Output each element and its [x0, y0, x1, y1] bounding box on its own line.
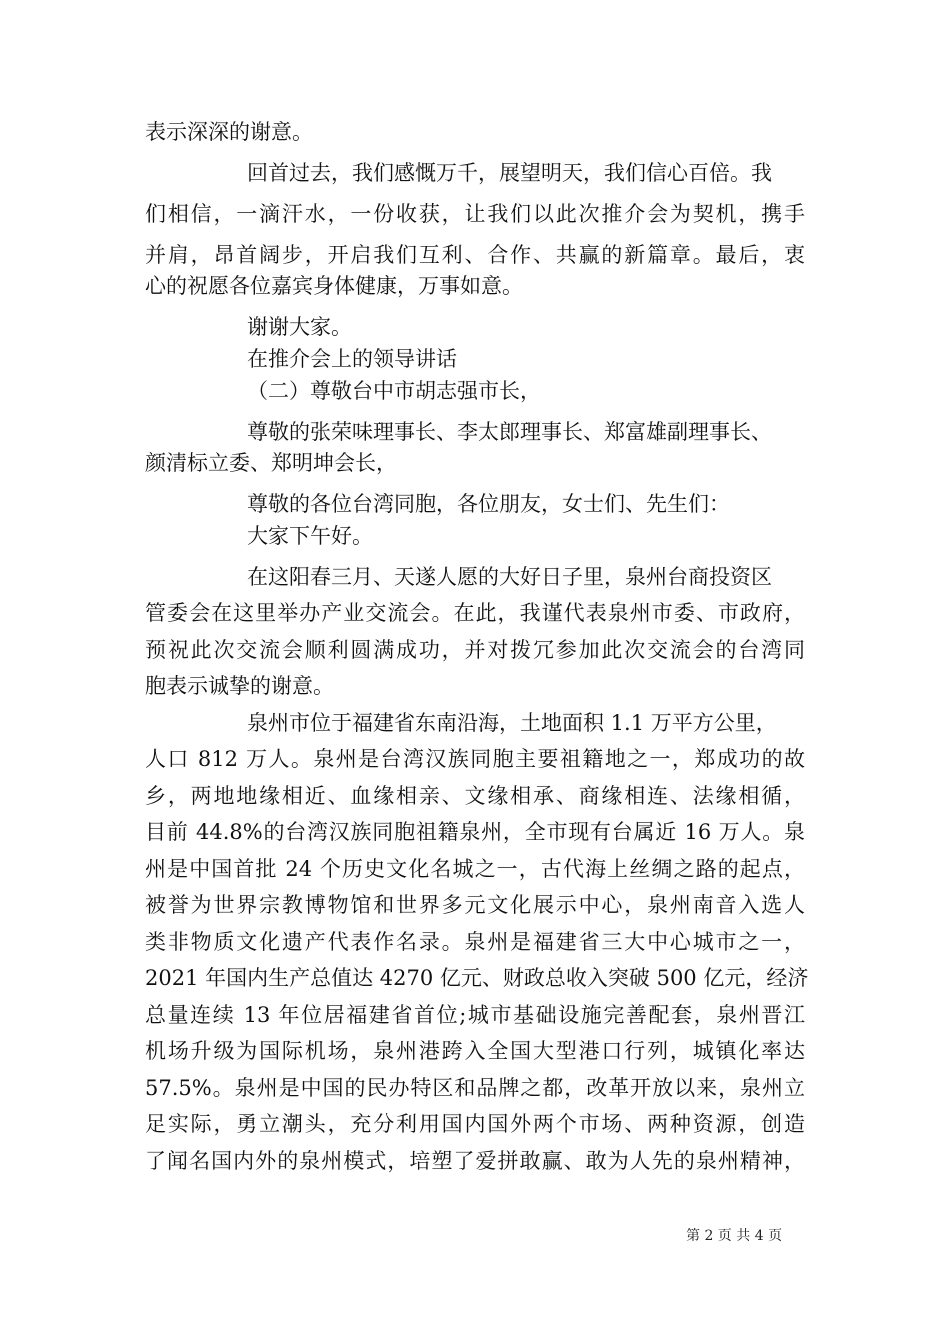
text-line: 管委会在这里举办产业交流会。在此，我谨代表泉州市委、市政府， — [145, 601, 805, 625]
text-line: 预祝此次交流会顺利圆满成功，并对拨冗参加此次交流会的台湾同 — [145, 638, 805, 662]
text-line: 尊敬的各位台湾同胞，各位朋友，女士们、先生们： — [247, 492, 730, 516]
text-line: 胞表示诚挚的谢意。 — [145, 674, 334, 698]
text-line: 足实际，勇立潮头，充分利用国内国外两个市场、两种资源，创造 — [145, 1112, 805, 1136]
text-line: 尊敬的张荣味理事长、李太郎理事长、郑富雄副理事长、 — [247, 420, 772, 444]
text-line: （二）尊敬台中市胡志强市长， — [247, 379, 541, 403]
text-line: 2021 年国内生产总值达 4270 亿元、财政总收入突破 500 亿元，经济 — [145, 966, 809, 990]
text-line: 人口 812 万人。泉州是台湾汉族同胞主要祖籍地之一，郑成功的故 — [145, 747, 805, 771]
text-line: 了闻名国内外的泉州模式，培塑了爱拼敢赢、敢为人先的泉州精神， — [145, 1149, 805, 1173]
text-line: 州是中国首批 24 个历史文化名城之一，古代海上丝绸之路的起点， — [145, 857, 805, 881]
text-line: 泉州市位于福建省东南沿海，土地面积 1.1 万平方公里， — [247, 711, 777, 735]
text-line: 在推介会上的领导讲话 — [247, 347, 457, 371]
text-line: 在这阳春三月、天遂人愿的大好日子里，泉州台商投资区 — [247, 565, 772, 589]
text-line: 表示深深的谢意。 — [145, 120, 313, 144]
text-line: 机场升级为国际机场，泉州港跨入全国大型港口行列，城镇化率达 — [145, 1039, 805, 1063]
text-line: 57.5%。泉州是中国的民办特区和品牌之都，改革开放以来，泉州立 — [145, 1076, 805, 1100]
text-line: 并肩，昂首阔步，开启我们互利、合作、共赢的新篇章。最后，衷 — [145, 243, 805, 267]
text-line: 乡，两地地缘相近、血缘相亲、文缘相承、商缘相连、法缘相循， — [145, 784, 805, 808]
text-line: 被誉为世界宗教博物馆和世界多元文化展示中心，泉州南音入选人 — [145, 893, 805, 917]
text-line: 谢谢大家。 — [247, 315, 352, 339]
text-line: 类非物质文化遗产代表作名录。泉州是福建省三大中心城市之一， — [145, 930, 805, 954]
text-line: 心的祝愿各位嘉宾身体健康，万事如意。 — [145, 274, 523, 298]
text-line: 目前 44.8%的台湾汉族同胞祖籍泉州，全市现有台属近 16 万人。泉 — [145, 820, 805, 844]
text-line: 总量连续 13 年位居福建省首位;城市基础设施完善配套，泉州晋江 — [145, 1003, 805, 1027]
text-line: 回首过去，我们感慨万千，展望明天，我们信心百倍。我 — [247, 161, 772, 185]
text-line: 们相信，一滴汗水，一份收获，让我们以此次推介会为契机，携手 — [145, 202, 805, 226]
page-number-footer: 第 2 页 共 4 页 — [686, 1228, 783, 1244]
text-line: 大家下午好。 — [247, 524, 373, 548]
text-line: 颜清标立委、郑明坤会长， — [145, 451, 397, 475]
